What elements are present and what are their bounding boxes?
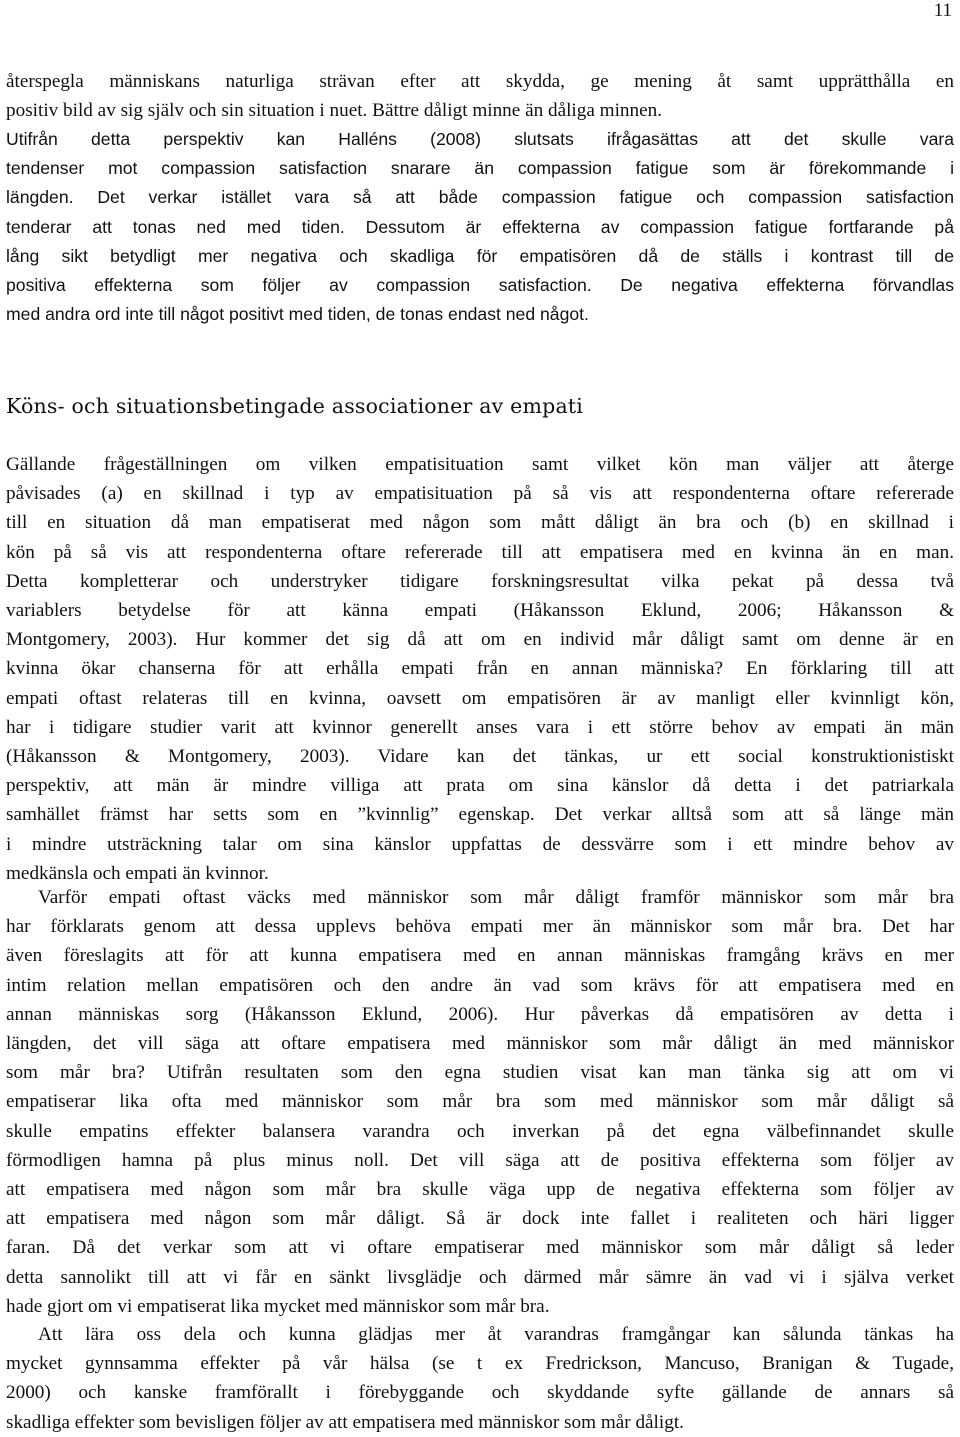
text-line: annan människas sorg (Håkansson Eklund, 2006). Hur påverkas då empatisören av detta i [6, 1003, 954, 1025]
text-line: tenderar att tonas ned med tiden. Dessutom är effekterna av compassion fatigue fortfarande på [6, 216, 954, 237]
text-line: Montgomery, 2003). Hur kommer det sig då att om en individ mår dåligt samt om denne är en [6, 629, 954, 651]
text-line: 2000) och kanske framförallt i förebyggande och skyddande syfte gällande de annars så [6, 1382, 954, 1404]
text-line: längden. Det verkar istället vara så att både compassion fatigue och compassion satisfaction [6, 187, 954, 208]
text-line: i mindre utsträckning talar om sina känslor uppfattas de dessvärre som i ett mindre behov av [6, 833, 954, 855]
text-line: längden, det vill säga att oftare empatisera med människor som mår dåligt än med människor [6, 1033, 954, 1055]
text-line: empatiserar lika ofta med människor som mår bra som med människor som mår dåligt så [6, 1091, 954, 1113]
text-line: till en situation då man empatiserat med någon som mått dåligt än bra och (b) en skillnad i [6, 512, 954, 534]
text-line: faran. Då det verkar som att vi oftare empatiserar med människor som mår dåligt så leder [6, 1237, 954, 1259]
text-line: hade gjort om vi empatiserat lika mycket med människor som mår bra. [6, 1295, 550, 1317]
text-line: förmodligen hamna på plus minus noll. Det vill säga att de positiva effekterna som följer av [6, 1149, 954, 1171]
text-line: som mår bra? Utifrån resultaten som den egna studien visat kan man tänka sig att om vi [6, 1062, 954, 1084]
text-line: att empatisera med någon som mår dåligt. Så är dock inte fallet i realiteten och häri ligger [6, 1208, 954, 1230]
text-line: Att lära oss dela och kunna glädjas mer åt varandras framgångar kan sålunda tänkas ha [38, 1324, 954, 1345]
text-line: Gällande frågeställningen om vilken empatisituation samt vilket kön man väljer att återge [6, 454, 954, 475]
page-number: 11 [933, 0, 952, 21]
text-line: samhället främst har setts som en ”kvinnlig” egenskap. Det verkar alltså som att så länge män [6, 804, 954, 826]
text-line: intim relation mellan empatisören och den andre än vad som krävs för att empatisera med en [6, 974, 954, 996]
text-line: medkänsla och empati än kvinnor. [6, 862, 269, 884]
text-line: kvinna ökar chanserna för att erhålla empati från en annan människa? En förklaring till att [6, 658, 954, 680]
paragraph-3 [6, 450, 954, 888]
text-line: empati oftast relateras till en kvinna, oavsett om empatisören är av manligt eller kvinnligt kön, [6, 687, 954, 709]
text-line: Varför empati oftast väcks med människor som mår dåligt framför människor som mår bra [38, 887, 954, 908]
text-line: även föreslagits att för att kunna empatisera med en annan människas framgång krävs en mer [6, 945, 954, 967]
text-line: tendenser mot compassion satisfaction snarare än compassion fatigue som är förekommande i [6, 158, 954, 179]
text-line: variablers betydelse för att känna empati (Håkansson Eklund, 2006; Håkansson & [6, 600, 954, 622]
text-line: Utifrån detta perspektiv kan Halléns (2008) slutsats ifrågasättas att det skulle vara [6, 129, 954, 149]
paragraph-4 [6, 883, 954, 1321]
text-line: skulle empatins effekter balansera varandra och inverkan på det egna välbefinnandet skulle [6, 1120, 954, 1142]
text-line: påvisades (a) en skillnad i typ av empatisituation på så vis att respondenterna oftare refererade [6, 483, 954, 505]
paragraph-5 [6, 1320, 954, 1437]
text-line: mycket gynnsamma effekter på vår hälsa (se t ex Fredrickson, Mancuso, Branigan & Tugade, [6, 1353, 954, 1375]
text-line: positiva effekterna som följer av compassion satisfaction. De negativa effekterna förvandlas [6, 275, 954, 296]
text-line: perspektiv, att män är mindre villiga att prata om sina känslor då detta i det patriarkala [6, 775, 954, 797]
text-line: Detta kompletterar och understryker tidigare forskningsresultat vilka pekat på dessa två [6, 570, 954, 592]
text-line: skadliga effekter som bevisligen följer av att empatisera med människor som mår dåligt. [6, 1411, 684, 1433]
text-line: lång sikt betydligt mer negativa och skadliga för empatisören då de ställs i kontrast till de [6, 245, 954, 266]
text-line: att empatisera med någon som mår bra skulle väga upp de negativa effekterna som följer av [6, 1179, 954, 1201]
text-line: kön på så vis att respondenterna oftare refererade till att empatisera med en kvinna än en man. [6, 541, 954, 563]
text-line: har i tidigare studier varit att kvinnor generellt anses vara i ett större behov av empati än män [6, 716, 954, 738]
paragraph-1 [6, 67, 954, 125]
text-line: positiv bild av sig själv och sin situation i nuet. Bättre dåligt minne än dåliga minnen. [6, 100, 663, 122]
section-heading: Köns- och situationsbetingade associationer av empati [6, 394, 584, 418]
text-line: med andra ord inte till något positivt med tiden, de tonas endast ned något. [6, 304, 589, 325]
text-line: återspegla människans naturliga strävan efter att skydda, ge mening åt samt upprätthålla en [6, 71, 954, 92]
text-line: detta sannolikt till att vi får en sänkt livsglädje och därmed mår sämre än vad vi i själva verket [6, 1266, 954, 1288]
paragraph-2 [6, 125, 954, 329]
text-line: (Håkansson & Montgomery, 2003). Vidare kan det tänkas, ur ett social konstruktionistiskt [6, 746, 954, 768]
text-line: har förklarats genom att dessa upplevs behöva empati mer än människor som mår bra. Det har [6, 916, 954, 938]
